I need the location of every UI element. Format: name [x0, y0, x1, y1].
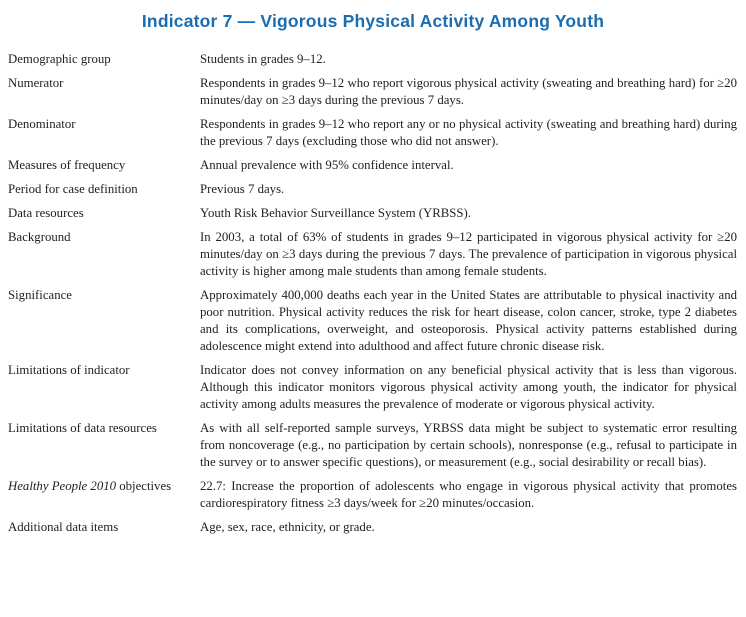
definition-row [8, 181, 737, 198]
row-value: Youth Risk Behavior Surveillance System (YRBSS). [200, 206, 471, 220]
row-value: Students in grades 9–12. [200, 52, 326, 66]
page-title: Indicator 7 — Vigorous Physical Activity Among Youth [141, 11, 605, 31]
row-label: Denominator [8, 117, 76, 131]
row-label: Measures of frequency [8, 158, 126, 172]
row-value: Previous 7 days. [200, 182, 285, 196]
row-label: Additional data items [8, 520, 119, 534]
definition-row [8, 287, 737, 355]
row-value: Age, sex, race, ethnicity, or grade. [200, 520, 375, 534]
row-value: Indicator does not convey information on any beneficial physical activity that is less than vigorous. Although this indicator monitors vigorous physical activity among youth, the indicator for physical activity among adults measures the prevalence of moderate or vigorous physical activity. [200, 363, 737, 411]
row-value: Respondents in grades 9–12 who report vigorous physical activity (sweating and breathing hard) for ≥20 minutes/day on ≥3 days during the previous 7 days. [200, 76, 737, 107]
row-value: As with all self-reported sample surveys, YRBSS data might be subject to systematic error resulting from noncoverage (e.g., no participation by certain schools), nonresponse (e.g., refusal to participate in the survey or to answer specific questions), or measurement (e.g., social desirability or recall bias). [200, 421, 737, 469]
definition-row [8, 157, 737, 174]
row-label: Limitations of data resources [8, 421, 157, 435]
definition-table [0, 51, 746, 536]
row-label: Demographic group [8, 52, 111, 66]
definition-row [8, 420, 737, 471]
definition-row [8, 362, 737, 413]
row-value: Annual prevalence with 95% confidence interval. [200, 158, 454, 172]
row-label: Limitations of indicator [8, 363, 130, 377]
row-label: Background [8, 230, 71, 244]
definition-row [8, 478, 737, 512]
row-value: Approximately 400,000 deaths each year in the United States are attributable to physical inactivity and poor nutrition. Physical activity reduces the risk for heart disease, colon cancer, stroke, type 2 diabetes and its complications, overweight, and osteoporosis. Physical activity patterns established during adolescence might extend into adulthood and affect future chronic disease risk. [200, 288, 737, 353]
row-label: Period for case definition [8, 182, 138, 196]
row-label: Healthy People 2010 objectives [8, 479, 172, 493]
row-value: In 2003, a total of 63% of students in grades 9–12 participated in vigorous physical activity for ≥20 minutes/day on ≥3 days during the previous 7 days. The prevalence of participation in vigorous physical activity is higher among male students than among female students. [200, 230, 737, 278]
row-value: Respondents in grades 9–12 who report any or no physical activity (sweating and breathing hard) during the previous 7 days (excluding those who did not answer). [200, 117, 737, 148]
definition-row [8, 519, 737, 536]
definition-row [8, 229, 737, 280]
definition-row [8, 116, 737, 150]
row-value: 22.7: Increase the proportion of adolescents who engage in vigorous physical activity that promotes cardiorespiratory fitness ≥3 days/week for ≥20 minutes/occasion. [200, 479, 737, 510]
row-label: Significance [8, 288, 72, 302]
definition-row [8, 75, 737, 109]
row-label: Data resources [8, 206, 84, 220]
definition-row [8, 205, 737, 222]
row-label: Numerator [8, 76, 64, 90]
definition-row [8, 51, 737, 68]
